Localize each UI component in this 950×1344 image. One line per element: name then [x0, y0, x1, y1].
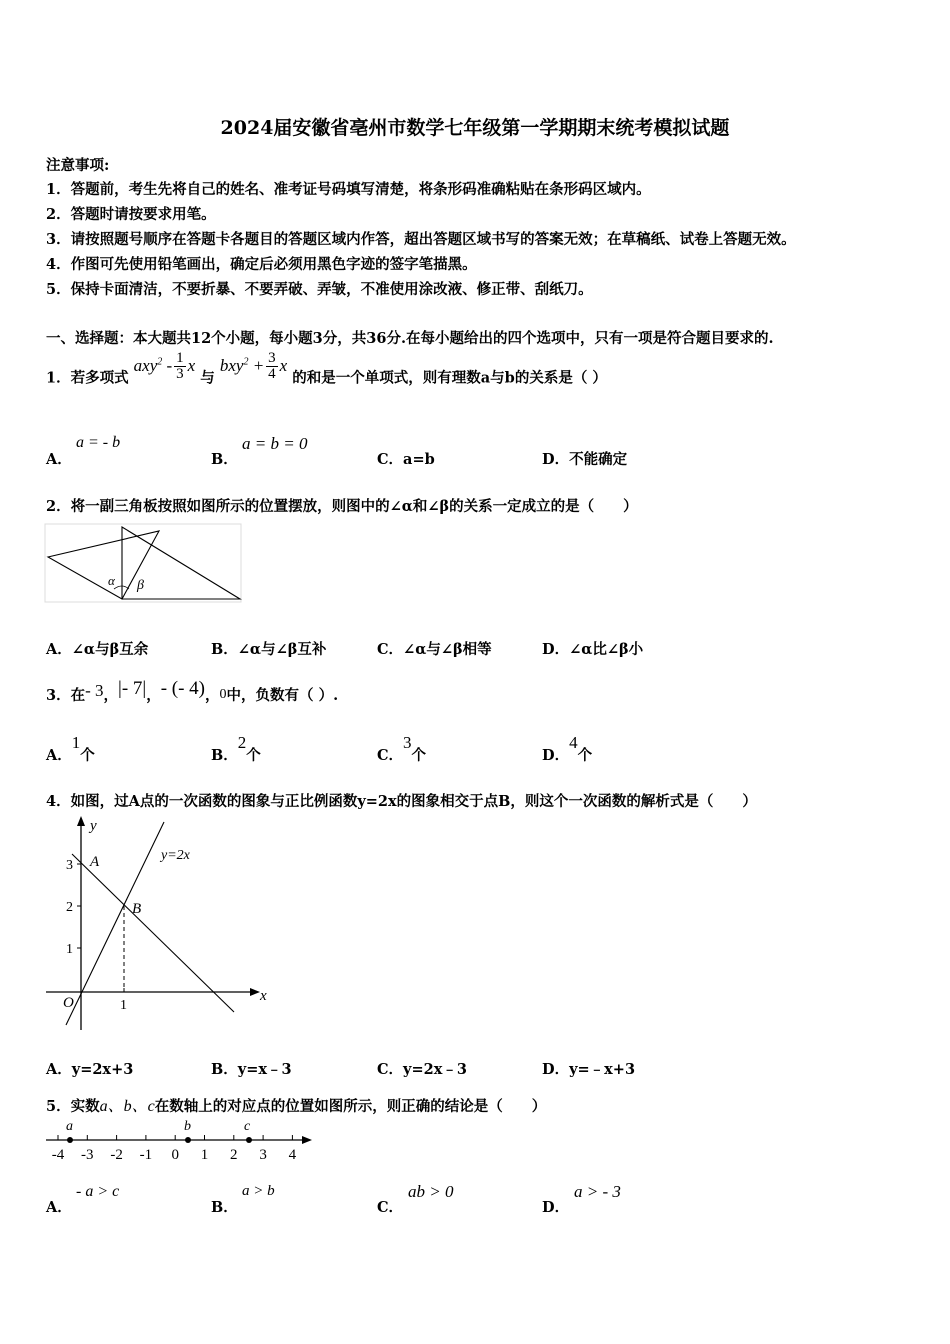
notice-item-4: 4．作图可先使用铅笔画出，确定后必须用黑色字迹的签字笔描黑。: [46, 256, 477, 273]
q4-option-a: A．y=2x+3: [46, 1061, 134, 1078]
q4-point-b-label: B: [132, 901, 142, 917]
q4-y-tick-label-3: 3: [66, 858, 73, 873]
q4-option-c: C．y=2x﹣3: [377, 1061, 467, 1078]
q3-option-c: C．3个: [377, 733, 427, 764]
notice-item-5: 5．保持卡面清洁，不要折暴、不要弄破、弄皱，不准使用涂改液、修正带、刮纸刀。: [46, 281, 593, 298]
q1-prefix: 1．若多项式: [46, 369, 129, 387]
q5-vars: a、b、c: [99, 1098, 155, 1115]
q2-option-a: A．∠α与β互余: [46, 641, 149, 658]
q5-option-a: A．: [46, 1199, 72, 1216]
page-title: 2024届安徽省亳州市数学七年级第一学期期末统考模拟试题: [220, 117, 730, 139]
q5-label-c: c: [244, 1119, 251, 1134]
q1-option-a-math: a = - b: [76, 434, 121, 451]
q5-option-b-math: a > b: [242, 1183, 275, 1199]
q5-tick-label: 3: [259, 1147, 267, 1163]
q5-option-b: B．: [211, 1199, 238, 1216]
q5-label-a: a: [66, 1119, 73, 1134]
q5-tick-label: 4: [288, 1147, 297, 1163]
q4-line-ab: [72, 854, 234, 1012]
q4-x-arrow: [250, 988, 260, 996]
q4-option-b: B．y=x﹣3: [211, 1061, 292, 1078]
q3-option-d: D．4个: [542, 733, 593, 764]
q5-point-c: [246, 1137, 252, 1143]
q1-option-d: D．不能确定: [542, 451, 628, 468]
q5-tick-label: -1: [139, 1147, 153, 1163]
q2-option-c: C．∠α与∠β相等: [377, 641, 492, 658]
q4-y-label: y: [90, 818, 97, 834]
q4-option-d: D．y=﹣x+3: [542, 1061, 636, 1078]
q5-option-d-math: a > - 3: [574, 1182, 621, 1201]
q5-point-b: [185, 1137, 191, 1143]
q4-y-arrow: [77, 816, 85, 826]
q2-option-d: D．∠α比∠β小: [542, 641, 644, 658]
q4-line-label: y=2x: [161, 848, 190, 863]
q2-option-b: B．∠α与∠β互补: [211, 641, 327, 658]
q1-option-b-math: a = b = 0: [242, 434, 308, 453]
question-2-stem: 2．将一副三角板按照如图所示的位置摆放，则图中的∠α和∠β的关系一定成立的是（ ）: [46, 498, 638, 515]
q5-tick-label: -3: [81, 1147, 94, 1163]
q4-function-graph: [44, 814, 280, 1036]
q1-expr1: axy$^2$ - $\frac{1}{3}$ x: [133, 350, 196, 383]
q3-value-4: 0: [219, 687, 227, 702]
q5-point-a: [67, 1137, 73, 1143]
q5-option-a-math: - a > c: [76, 1183, 120, 1200]
q1-expr2: bxy$^2$ + $\frac{3}{4}$ x: [219, 350, 288, 383]
notice-item-3: 3．请按照题号顺序在答题卡各题目的答题区域内作答，超出答题区域书写的答案无效；在草稿纸、试卷上答题无效。: [46, 231, 796, 248]
question-3-stem: 3．在- 3，|- 7|，- (- 4)，0中，负数有（ ）.: [46, 678, 339, 704]
q2-triangles-figure: [44, 523, 244, 605]
q4-origin-label: O: [63, 995, 74, 1011]
q5-option-c-math: ab > 0: [408, 1182, 454, 1201]
q5-tick-label: -2: [110, 1147, 123, 1163]
q5-option-c: C．: [377, 1199, 404, 1216]
q1-option-b: B．: [211, 451, 238, 468]
q2-beta-label: β: [137, 578, 144, 593]
q5-tick-label: -4: [51, 1147, 65, 1163]
notice-item-1: 1．答题前，考生先将自己的姓名、准考证号码填写清楚，将条形码准确粘贴在条形码区域内。: [46, 181, 651, 198]
q2-alpha-label: α: [108, 573, 115, 588]
q5-option-d: D．: [542, 1199, 570, 1216]
q3-option-a: A．1个: [46, 733, 95, 764]
question-5-stem: 5．实数a、b、c在数轴上的对应点的位置如图所示，则正确的结论是（ ）: [46, 1098, 547, 1115]
q4-y-tick-label-2: 2: [66, 900, 73, 915]
q3-value-2: |- 7|: [118, 678, 147, 699]
q1-option-c: C．a=b: [377, 451, 435, 468]
q1-option-a: A．: [46, 451, 72, 468]
q4-x-tick-label-1: 1: [120, 998, 127, 1013]
notice-heading: 注意事项:: [46, 157, 110, 174]
question-4-stem: 4．如图，过A点的一次函数的图象与正比例函数y=2x的图象相交于点B，则这个一次函数的解析式是（ ）: [46, 793, 757, 810]
notice-item-2: 2．答题时请按要求用笔。: [46, 206, 216, 223]
question-1-stem: [46, 352, 607, 401]
q5-tick-label: 1: [200, 1147, 209, 1163]
q5-tick-label: 0: [171, 1147, 179, 1163]
q4-point-a-label: A: [90, 854, 100, 870]
q5-ticks: [52, 1135, 297, 1163]
q1-mid: 与: [200, 369, 215, 387]
section-heading: 一、选择题：本大题共12个小题，每小题3分，共36分.在每小题给出的四个选项中，只有一项是符合题目要求的.: [46, 330, 774, 347]
q5-tick-label: 2: [230, 1147, 238, 1163]
q3-option-b: B．2个: [211, 733, 261, 764]
q3-value-3: - (- 4): [160, 678, 206, 699]
q4-y-tick-label-1: 1: [66, 942, 73, 957]
q1-suffix: 的和是一个单项式，则有理数a与b的关系是（ ）: [292, 369, 607, 387]
q5-number-line: [44, 1118, 316, 1168]
q4-x-label: x: [260, 988, 267, 1004]
q3-value-1: - 3: [85, 681, 104, 700]
q5-axis-arrow: [302, 1136, 312, 1144]
q5-label-b: b: [184, 1119, 191, 1134]
